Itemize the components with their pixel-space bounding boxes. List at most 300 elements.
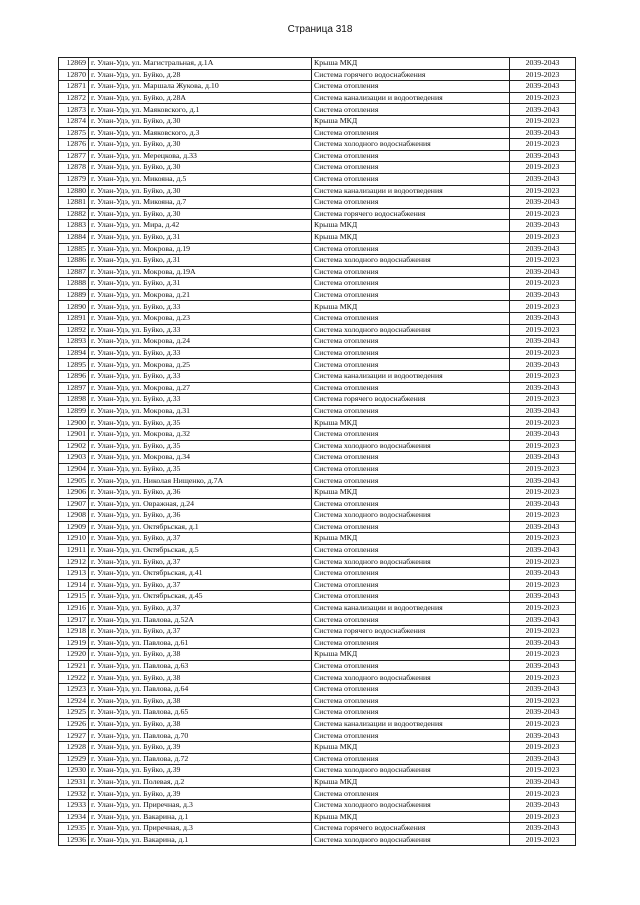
period-cell: 2019-2023 xyxy=(510,231,576,243)
address-cell: г. Улан-Удэ, ул. Буйко, д.38 xyxy=(89,672,312,684)
address-cell: г. Улан-Удэ, ул. Буйко, д.33 xyxy=(89,301,312,313)
period-cell: 2019-2023 xyxy=(510,162,576,174)
row-number-cell: 12879 xyxy=(59,173,89,185)
period-cell: 2039-2043 xyxy=(510,405,576,417)
table-row xyxy=(59,313,576,325)
table-row xyxy=(59,811,576,823)
work-type-cell: Система отопления xyxy=(312,684,510,696)
period-cell: 2019-2023 xyxy=(510,440,576,452)
period-cell: 2019-2023 xyxy=(510,672,576,684)
table-row xyxy=(59,243,576,255)
period-cell: 2039-2043 xyxy=(510,243,576,255)
address-cell: г. Улан-Удэ, ул. Буйко, д.37 xyxy=(89,533,312,545)
table-row xyxy=(59,371,576,383)
table-row xyxy=(59,660,576,672)
period-cell: 2039-2043 xyxy=(510,313,576,325)
row-number-cell: 12920 xyxy=(59,649,89,661)
work-type-cell: Система холодного водоснабжения xyxy=(312,672,510,684)
period-cell: 2019-2023 xyxy=(510,371,576,383)
address-cell: г. Улан-Удэ, ул. Буйко, д.31 xyxy=(89,231,312,243)
period-cell: 2019-2023 xyxy=(510,255,576,267)
work-type-cell: Система отопления xyxy=(312,127,510,139)
work-type-cell: Система канализации и водоотведения xyxy=(312,371,510,383)
work-type-cell: Система отопления xyxy=(312,405,510,417)
work-type-cell: Система отопления xyxy=(312,289,510,301)
row-number-cell: 12928 xyxy=(59,742,89,754)
address-cell: г. Улан-Удэ, ул. Буйко, д.33 xyxy=(89,324,312,336)
row-number-cell: 12905 xyxy=(59,475,89,487)
address-cell: г. Улан-Удэ, ул. Мира, д.42 xyxy=(89,220,312,232)
period-cell: 2019-2023 xyxy=(510,556,576,568)
address-cell: г. Улан-Удэ, ул. Мокрова, д.24 xyxy=(89,336,312,348)
row-number-cell: 12869 xyxy=(59,58,89,70)
address-cell: г. Улан-Удэ, ул. Буйко, д.31 xyxy=(89,255,312,267)
row-number-cell: 12911 xyxy=(59,544,89,556)
table-row xyxy=(59,173,576,185)
period-cell: 2039-2043 xyxy=(510,637,576,649)
table-row xyxy=(59,405,576,417)
row-number-cell: 12902 xyxy=(59,440,89,452)
row-number-cell: 12890 xyxy=(59,301,89,313)
row-number-cell: 12930 xyxy=(59,765,89,777)
work-type-cell: Крыша МКД xyxy=(312,231,510,243)
period-cell: 2039-2043 xyxy=(510,823,576,835)
table-row xyxy=(59,185,576,197)
work-type-cell: Система отопления xyxy=(312,197,510,209)
address-cell: г. Улан-Удэ, ул. Октябрьская, д.5 xyxy=(89,544,312,556)
registry-table xyxy=(58,57,576,846)
row-number-cell: 12892 xyxy=(59,324,89,336)
table-row xyxy=(59,823,576,835)
table-row xyxy=(59,452,576,464)
work-type-cell: Система отопления xyxy=(312,347,510,359)
work-type-cell: Крыша МКД xyxy=(312,811,510,823)
period-cell: 2019-2023 xyxy=(510,347,576,359)
row-number-cell: 12924 xyxy=(59,695,89,707)
period-cell: 2039-2043 xyxy=(510,58,576,70)
address-cell: г. Улан-Удэ, ул. Приречная, д.3 xyxy=(89,823,312,835)
period-cell: 2039-2043 xyxy=(510,81,576,93)
table-row xyxy=(59,139,576,151)
row-number-cell: 12913 xyxy=(59,568,89,580)
table-row xyxy=(59,394,576,406)
work-type-cell: Система отопления xyxy=(312,544,510,556)
period-cell: 2019-2023 xyxy=(510,695,576,707)
row-number-cell: 12885 xyxy=(59,243,89,255)
address-cell: г. Улан-Удэ, ул. Мокрова, д.25 xyxy=(89,359,312,371)
address-cell: г. Улан-Удэ, ул. Микояна, д.7 xyxy=(89,197,312,209)
table-row xyxy=(59,591,576,603)
work-type-cell: Система отопления xyxy=(312,730,510,742)
address-cell: г. Улан-Удэ, ул. Буйко, д.37 xyxy=(89,556,312,568)
work-type-cell: Крыша МКД xyxy=(312,649,510,661)
work-type-cell: Система отопления xyxy=(312,81,510,93)
table-row xyxy=(59,556,576,568)
work-type-cell: Система отопления xyxy=(312,382,510,394)
period-cell: 2019-2023 xyxy=(510,486,576,498)
period-cell: 2039-2043 xyxy=(510,173,576,185)
period-cell: 2019-2023 xyxy=(510,417,576,429)
row-number-cell: 12929 xyxy=(59,753,89,765)
work-type-cell: Система отопления xyxy=(312,173,510,185)
work-type-cell: Система отопления xyxy=(312,637,510,649)
work-type-cell: Система отопления xyxy=(312,475,510,487)
period-cell: 2019-2023 xyxy=(510,463,576,475)
address-cell: г. Улан-Удэ, ул. Маяковского, д.1 xyxy=(89,104,312,116)
address-cell: г. Улан-Удэ, ул. Буйко, д.33 xyxy=(89,371,312,383)
row-number-cell: 12933 xyxy=(59,800,89,812)
table-row xyxy=(59,742,576,754)
period-cell: 2039-2043 xyxy=(510,568,576,580)
period-cell: 2019-2023 xyxy=(510,324,576,336)
table-row xyxy=(59,255,576,267)
table-row xyxy=(59,266,576,278)
address-cell: г. Улан-Удэ, ул. Овражная, д.24 xyxy=(89,498,312,510)
address-cell: г. Улан-Удэ, ул. Буйко, д.37 xyxy=(89,602,312,614)
row-number-cell: 12880 xyxy=(59,185,89,197)
address-cell: г. Улан-Удэ, ул. Мокрова, д.34 xyxy=(89,452,312,464)
period-cell: 2039-2043 xyxy=(510,150,576,162)
work-type-cell: Система канализации и водоотведения xyxy=(312,185,510,197)
work-type-cell: Система холодного водоснабжения xyxy=(312,324,510,336)
period-cell: 2019-2023 xyxy=(510,533,576,545)
address-cell: г. Улан-Удэ, ул. Буйко, д.28А xyxy=(89,92,312,104)
work-type-cell: Система холодного водоснабжения xyxy=(312,510,510,522)
row-number-cell: 12872 xyxy=(59,92,89,104)
work-type-cell: Система горячего водоснабжения xyxy=(312,208,510,220)
work-type-cell: Система отопления xyxy=(312,429,510,441)
period-cell: 2039-2043 xyxy=(510,475,576,487)
table-row xyxy=(59,614,576,626)
work-type-cell: Система отопления xyxy=(312,278,510,290)
address-cell: г. Улан-Удэ, ул. Маршала Жукова, д.10 xyxy=(89,81,312,93)
row-number-cell: 12899 xyxy=(59,405,89,417)
address-cell: г. Улан-Удэ, ул. Маяковского, д.3 xyxy=(89,127,312,139)
period-cell: 2019-2023 xyxy=(510,834,576,846)
address-cell: г. Улан-Удэ, ул. Октябрьская, д.41 xyxy=(89,568,312,580)
address-cell: г. Улан-Удэ, ул. Мокрова, д.27 xyxy=(89,382,312,394)
address-cell: г. Улан-Удэ, ул. Буйко, д.36 xyxy=(89,486,312,498)
row-number-cell: 12923 xyxy=(59,684,89,696)
address-cell: г. Улан-Удэ, ул. Буйко, д.36 xyxy=(89,510,312,522)
period-cell: 2039-2043 xyxy=(510,336,576,348)
address-cell: г. Улан-Удэ, ул. Мокрова, д.32 xyxy=(89,429,312,441)
address-cell: г. Улан-Удэ, ул. Магистральная, д.1А xyxy=(89,58,312,70)
address-cell: г. Улан-Удэ, ул. Полевая, д.2 xyxy=(89,776,312,788)
work-type-cell: Система канализации и водоотведения xyxy=(312,92,510,104)
address-cell: г. Улан-Удэ, ул. Буйко, д.38 xyxy=(89,718,312,730)
table-row xyxy=(59,417,576,429)
work-type-cell: Крыша МКД xyxy=(312,417,510,429)
table-row xyxy=(59,730,576,742)
table-row xyxy=(59,544,576,556)
row-number-cell: 12904 xyxy=(59,463,89,475)
work-type-cell: Система горячего водоснабжения xyxy=(312,823,510,835)
period-cell: 2019-2023 xyxy=(510,788,576,800)
table-row xyxy=(59,788,576,800)
table-row xyxy=(59,289,576,301)
address-cell: г. Улан-Удэ, ул. Октябрьская, д.1 xyxy=(89,521,312,533)
table-row xyxy=(59,336,576,348)
row-number-cell: 12881 xyxy=(59,197,89,209)
table-row xyxy=(59,718,576,730)
row-number-cell: 12919 xyxy=(59,637,89,649)
address-cell: г. Улан-Удэ, ул. Микояна, д.5 xyxy=(89,173,312,185)
row-number-cell: 12936 xyxy=(59,834,89,846)
address-cell: г. Улан-Удэ, ул. Буйко, д.28 xyxy=(89,69,312,81)
address-cell: г. Улан-Удэ, ул. Буйко, д.37 xyxy=(89,579,312,591)
work-type-cell: Система отопления xyxy=(312,452,510,464)
address-cell: г. Улан-Удэ, ул. Мокрова, д.19А xyxy=(89,266,312,278)
address-cell: г. Улан-Удэ, ул. Мокрова, д.23 xyxy=(89,313,312,325)
period-cell: 2019-2023 xyxy=(510,92,576,104)
period-cell: 2019-2023 xyxy=(510,139,576,151)
period-cell: 2039-2043 xyxy=(510,289,576,301)
work-type-cell: Система отопления xyxy=(312,788,510,800)
address-cell: г. Улан-Удэ, ул. Павлова, д.64 xyxy=(89,684,312,696)
row-number-cell: 12886 xyxy=(59,255,89,267)
row-number-cell: 12877 xyxy=(59,150,89,162)
address-cell: г. Улан-Удэ, ул. Буйко, д.39 xyxy=(89,742,312,754)
table-row xyxy=(59,463,576,475)
table-row xyxy=(59,150,576,162)
work-type-cell: Система холодного водоснабжения xyxy=(312,440,510,452)
period-cell: 2039-2043 xyxy=(510,127,576,139)
address-cell: г. Улан-Удэ, ул. Буйко, д.33 xyxy=(89,347,312,359)
row-number-cell: 12901 xyxy=(59,429,89,441)
table-row xyxy=(59,800,576,812)
row-number-cell: 12873 xyxy=(59,104,89,116)
period-cell: 2039-2043 xyxy=(510,104,576,116)
work-type-cell: Система отопления xyxy=(312,707,510,719)
address-cell: г. Улан-Удэ, ул. Вакарина, д.1 xyxy=(89,834,312,846)
period-cell: 2039-2043 xyxy=(510,544,576,556)
row-number-cell: 12918 xyxy=(59,626,89,638)
table-row xyxy=(59,301,576,313)
row-number-cell: 12875 xyxy=(59,127,89,139)
work-type-cell: Система отопления xyxy=(312,568,510,580)
work-type-cell: Система холодного водоснабжения xyxy=(312,139,510,151)
work-type-cell: Система отопления xyxy=(312,521,510,533)
row-number-cell: 12903 xyxy=(59,452,89,464)
address-cell: г. Улан-Удэ, ул. Вакарина, д.1 xyxy=(89,811,312,823)
period-cell: 2019-2023 xyxy=(510,579,576,591)
work-type-cell: Крыша МКД xyxy=(312,301,510,313)
period-cell: 2019-2023 xyxy=(510,510,576,522)
address-cell: г. Улан-Удэ, ул. Павлова, д.65 xyxy=(89,707,312,719)
work-type-cell: Система отопления xyxy=(312,498,510,510)
row-number-cell: 12914 xyxy=(59,579,89,591)
period-cell: 2019-2023 xyxy=(510,649,576,661)
table-row xyxy=(59,429,576,441)
work-type-cell: Крыша МКД xyxy=(312,58,510,70)
period-cell: 2039-2043 xyxy=(510,753,576,765)
work-type-cell: Крыша МКД xyxy=(312,115,510,127)
table-row xyxy=(59,486,576,498)
address-cell: г. Улан-Удэ, ул. Мокрова, д.19 xyxy=(89,243,312,255)
period-cell: 2019-2023 xyxy=(510,278,576,290)
table-row xyxy=(59,707,576,719)
table-row xyxy=(59,498,576,510)
period-cell: 2019-2023 xyxy=(510,115,576,127)
row-number-cell: 12926 xyxy=(59,718,89,730)
address-cell: г. Улан-Удэ, ул. Николая Нищенко, д.7А xyxy=(89,475,312,487)
work-type-cell: Система холодного водоснабжения xyxy=(312,800,510,812)
work-type-cell: Система канализации и водоотведения xyxy=(312,602,510,614)
table-row xyxy=(59,278,576,290)
address-cell: г. Улан-Удэ, ул. Буйко, д.30 xyxy=(89,139,312,151)
period-cell: 2019-2023 xyxy=(510,301,576,313)
table-row xyxy=(59,765,576,777)
period-cell: 2039-2043 xyxy=(510,220,576,232)
row-number-cell: 12906 xyxy=(59,486,89,498)
period-cell: 2039-2043 xyxy=(510,382,576,394)
table-row xyxy=(59,197,576,209)
table-row xyxy=(59,162,576,174)
row-number-cell: 12897 xyxy=(59,382,89,394)
table-row xyxy=(59,231,576,243)
address-cell: г. Улан-Удэ, ул. Буйко, д.30 xyxy=(89,185,312,197)
table-row xyxy=(59,475,576,487)
work-type-cell: Система горячего водоснабжения xyxy=(312,394,510,406)
row-number-cell: 12896 xyxy=(59,371,89,383)
table-row xyxy=(59,637,576,649)
table-row xyxy=(59,208,576,220)
address-cell: г. Улан-Удэ, ул. Октябрьская, д.45 xyxy=(89,591,312,603)
table-row xyxy=(59,127,576,139)
work-type-cell: Система холодного водоснабжения xyxy=(312,765,510,777)
address-cell: г. Улан-Удэ, ул. Мокрова, д.21 xyxy=(89,289,312,301)
table-row xyxy=(59,92,576,104)
work-type-cell: Система канализации и водоотведения xyxy=(312,718,510,730)
address-cell: г. Улан-Удэ, ул. Павлова, д.63 xyxy=(89,660,312,672)
address-cell: г. Улан-Удэ, ул. Буйко, д.30 xyxy=(89,115,312,127)
work-type-cell: Система горячего водоснабжения xyxy=(312,626,510,638)
work-type-cell: Система отопления xyxy=(312,614,510,626)
table-row xyxy=(59,521,576,533)
table-row xyxy=(59,81,576,93)
address-cell: г. Улан-Удэ, ул. Приречная, д.3 xyxy=(89,800,312,812)
row-number-cell: 12916 xyxy=(59,602,89,614)
table-row xyxy=(59,510,576,522)
period-cell: 2019-2023 xyxy=(510,394,576,406)
table-row xyxy=(59,602,576,614)
period-cell: 2039-2043 xyxy=(510,197,576,209)
row-number-cell: 12871 xyxy=(59,81,89,93)
work-type-cell: Крыша МКД xyxy=(312,486,510,498)
address-cell: г. Улан-Удэ, ул. Буйко, д.35 xyxy=(89,463,312,475)
period-cell: 2039-2043 xyxy=(510,591,576,603)
work-type-cell: Система отопления xyxy=(312,660,510,672)
row-number-cell: 12915 xyxy=(59,591,89,603)
table-row xyxy=(59,753,576,765)
work-type-cell: Система холодного водоснабжения xyxy=(312,255,510,267)
work-type-cell: Система отопления xyxy=(312,695,510,707)
table-row xyxy=(59,347,576,359)
table-row xyxy=(59,220,576,232)
row-number-cell: 12874 xyxy=(59,115,89,127)
table-row xyxy=(59,626,576,638)
row-number-cell: 12935 xyxy=(59,823,89,835)
row-number-cell: 12910 xyxy=(59,533,89,545)
table-row xyxy=(59,440,576,452)
table-row xyxy=(59,776,576,788)
period-cell: 2039-2043 xyxy=(510,776,576,788)
work-type-cell: Система отопления xyxy=(312,266,510,278)
period-cell: 2019-2023 xyxy=(510,69,576,81)
address-cell: г. Улан-Удэ, ул. Буйко, д.39 xyxy=(89,765,312,777)
address-cell: г. Улан-Удэ, ул. Буйко, д.35 xyxy=(89,417,312,429)
table-row xyxy=(59,834,576,846)
work-type-cell: Система горячего водоснабжения xyxy=(312,69,510,81)
address-cell: г. Улан-Удэ, ул. Павлова, д.70 xyxy=(89,730,312,742)
address-cell: г. Улан-Удэ, ул. Павлова, д.52А xyxy=(89,614,312,626)
period-cell: 2039-2043 xyxy=(510,614,576,626)
address-cell: г. Улан-Удэ, ул. Мокрова, д.31 xyxy=(89,405,312,417)
row-number-cell: 12876 xyxy=(59,139,89,151)
work-type-cell: Система отопления xyxy=(312,753,510,765)
registry-table-body xyxy=(59,58,576,846)
row-number-cell: 12891 xyxy=(59,313,89,325)
table-row xyxy=(59,382,576,394)
row-number-cell: 12931 xyxy=(59,776,89,788)
row-number-cell: 12893 xyxy=(59,336,89,348)
row-number-cell: 12878 xyxy=(59,162,89,174)
table-row xyxy=(59,579,576,591)
row-number-cell: 12909 xyxy=(59,521,89,533)
period-cell: 2019-2023 xyxy=(510,718,576,730)
work-type-cell: Крыша МКД xyxy=(312,220,510,232)
row-number-cell: 12917 xyxy=(59,614,89,626)
period-cell: 2039-2043 xyxy=(510,684,576,696)
period-cell: 2039-2043 xyxy=(510,707,576,719)
period-cell: 2039-2043 xyxy=(510,660,576,672)
address-cell: г. Улан-Удэ, ул. Мерецкова, д.33 xyxy=(89,150,312,162)
table-row xyxy=(59,115,576,127)
row-number-cell: 12922 xyxy=(59,672,89,684)
row-number-cell: 12900 xyxy=(59,417,89,429)
period-cell: 2019-2023 xyxy=(510,765,576,777)
work-type-cell: Система отопления xyxy=(312,243,510,255)
work-type-cell: Система отопления xyxy=(312,336,510,348)
table-row xyxy=(59,568,576,580)
row-number-cell: 12932 xyxy=(59,788,89,800)
work-type-cell: Система отопления xyxy=(312,463,510,475)
period-cell: 2039-2043 xyxy=(510,730,576,742)
address-cell: г. Улан-Удэ, ул. Павлова, д.61 xyxy=(89,637,312,649)
row-number-cell: 12908 xyxy=(59,510,89,522)
row-number-cell: 12894 xyxy=(59,347,89,359)
table-row xyxy=(59,359,576,371)
work-type-cell: Крыша МКД xyxy=(312,776,510,788)
period-cell: 2039-2043 xyxy=(510,521,576,533)
table-row xyxy=(59,672,576,684)
row-number-cell: 12925 xyxy=(59,707,89,719)
address-cell: г. Улан-Удэ, ул. Буйко, д.30 xyxy=(89,162,312,174)
row-number-cell: 12888 xyxy=(59,278,89,290)
address-cell: г. Улан-Удэ, ул. Буйко, д.38 xyxy=(89,649,312,661)
address-cell: г. Улан-Удэ, ул. Буйко, д.38 xyxy=(89,695,312,707)
work-type-cell: Система отопления xyxy=(312,150,510,162)
work-type-cell: Крыша МКД xyxy=(312,533,510,545)
work-type-cell: Крыша МКД xyxy=(312,742,510,754)
work-type-cell: Система отопления xyxy=(312,162,510,174)
row-number-cell: 12883 xyxy=(59,220,89,232)
period-cell: 2039-2043 xyxy=(510,452,576,464)
row-number-cell: 12882 xyxy=(59,208,89,220)
work-type-cell: Система отопления xyxy=(312,313,510,325)
address-cell: г. Улан-Удэ, ул. Буйко, д.31 xyxy=(89,278,312,290)
